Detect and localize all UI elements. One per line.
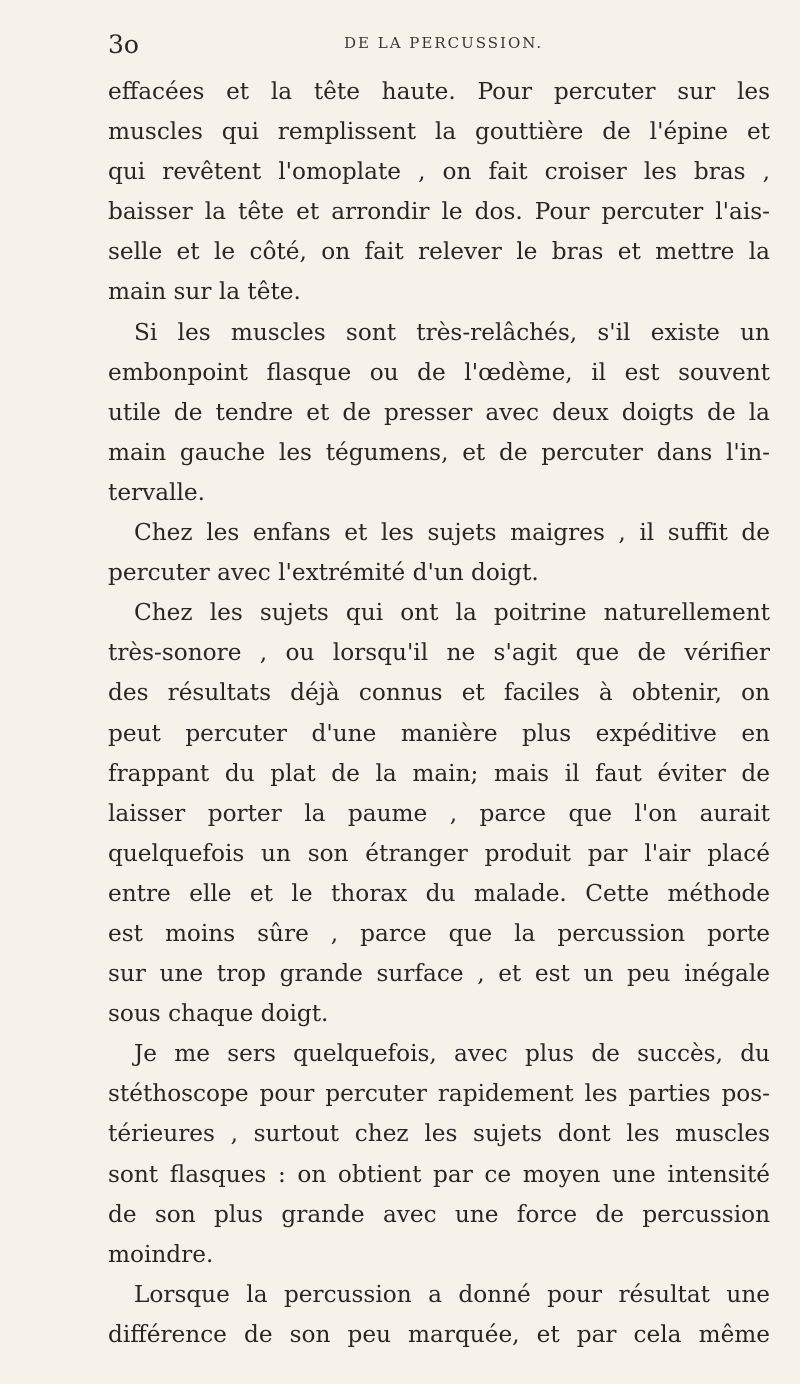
text-line: utile de tendre et de presser avec deux doigts de la <box>108 398 770 426</box>
page-header <box>108 30 728 62</box>
text-line: sur une trop grande surface , et est un peu inégale <box>108 960 770 988</box>
text-line: sous chaque doigt. <box>108 1000 329 1028</box>
text-line: qui revêtent l'omoplate , on fait croiser les bras , <box>108 158 770 186</box>
text-line: est moins sûre , parce que la percussion porte <box>108 919 770 947</box>
text-line: baisser la tête et arrondir le dos. Pour percuter l'ais- <box>108 198 770 226</box>
text-line: Je me sers quelquefois, avec plus de succès, du <box>134 1040 770 1068</box>
text-line: Lorsque la percussion a donné pour résultat une <box>134 1280 770 1308</box>
text-line: Si les muscles sont très-relâchés, s'il existe un <box>134 318 770 346</box>
text-line: moindre. <box>108 1240 214 1268</box>
text-line: térieures , surtout chez les sujets dont les muscles <box>108 1120 770 1148</box>
running-title: DE LA PERCUSSION. <box>344 34 544 52</box>
text-line: quelquefois un son étranger produit par l'air placé <box>108 839 770 867</box>
text-line: muscles qui remplissent la gouttière de l'épine et <box>108 118 770 146</box>
page-number: 3o <box>108 30 139 59</box>
text-line: très-sonore , ou lorsqu'il ne s'agit que de vérifier <box>108 639 770 667</box>
text-line: effacées et la tête haute. Pour percuter sur les <box>108 78 770 105</box>
text-line: frappant du plat de la main; mais il faut éviter de <box>108 759 770 787</box>
text-line: Chez les sujets qui ont la poitrine naturellement <box>134 599 770 627</box>
text-line: laisser porter la paume , parce que l'on aurait <box>108 799 770 827</box>
text-line: percuter avec l'extrémité d'un doigt. <box>108 559 539 587</box>
body-text <box>108 72 770 1355</box>
text-line: Chez les enfans et les sujets maigres , il suffit de <box>134 519 770 547</box>
text-line: selle et le côté, on fait relever le bras et mettre la <box>108 238 770 266</box>
text-line: embonpoint flasque ou de l'œdème, il est souvent <box>108 358 770 386</box>
text-line: différence de son peu marquée, et par cela même <box>108 1320 770 1348</box>
text-line: tervalle. <box>108 478 205 506</box>
text-line: des résultats déjà connus et faciles à obtenir, on <box>108 679 770 707</box>
text-line: sont flasques : on obtient par ce moyen une intensité <box>108 1160 770 1188</box>
text-line: stéthoscope pour percuter rapidement les parties pos- <box>108 1080 770 1108</box>
text-line: entre elle et le thorax du malade. Cette méthode <box>108 879 770 907</box>
text-line: peut percuter d'une manière plus expéditive en <box>108 719 770 747</box>
text-line: main gauche les tégumens, et de percuter dans l'in- <box>108 438 770 466</box>
text-line: main sur la tête. <box>108 278 301 306</box>
text-line: de son plus grande avec une force de percussion <box>108 1200 770 1228</box>
